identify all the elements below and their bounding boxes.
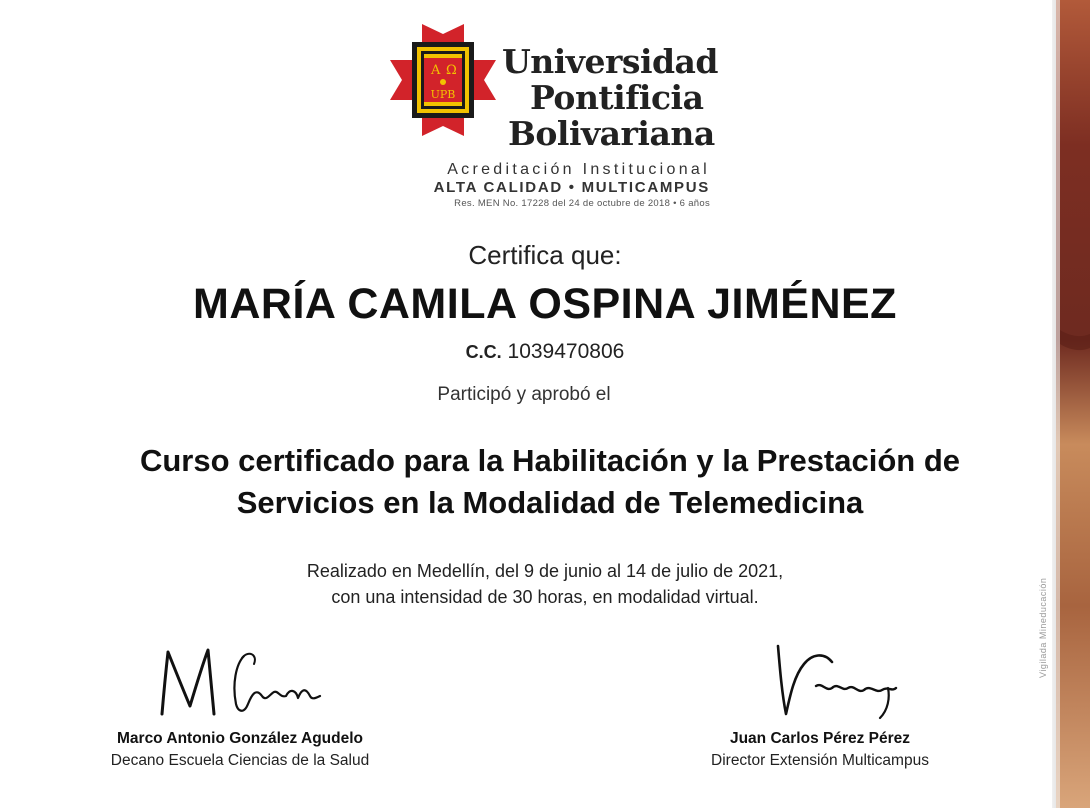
- vigilada-side-text: Vigilada Mineducación: [1038, 577, 1048, 678]
- accreditation-block: [390, 160, 710, 211]
- course-title-line: Servicios en la Modalidad de Telemedicina: [236, 485, 864, 520]
- course-details: [0, 558, 1090, 610]
- signature-block-right: [660, 640, 980, 772]
- certifies-heading: Certifica que:: [468, 240, 622, 270]
- signatory-name: Juan Carlos Pérez Pérez: [729, 730, 911, 747]
- course-title: [0, 440, 1090, 524]
- handwritten-signature-left: [140, 640, 340, 722]
- id-label: C.C.: [465, 342, 502, 362]
- recipient-name: MARÍA CAMILA OSPINA JIMÉNEZ: [193, 280, 897, 328]
- logo-alpha: Α: [431, 63, 441, 78]
- accreditation-level: ALTA CALIDAD • MULTICAMPUS: [433, 179, 710, 196]
- course-details-line: Realizado en Medellín, del 9 de junio al 14 de julio de 2021,: [306, 561, 784, 581]
- handwritten-signature-right: [720, 640, 920, 722]
- signatory-role: Decano Escuela Ciencias de la Salud: [110, 752, 370, 769]
- upb-shield-icon: [390, 24, 496, 136]
- university-name: [502, 44, 718, 152]
- signature-block-left: [80, 640, 400, 772]
- university-name-line: Pontificia: [530, 78, 704, 117]
- logo-omega: Ω: [446, 63, 457, 78]
- university-logo: [390, 24, 720, 153]
- signatory-role: Director Extensión Multicampus: [711, 752, 929, 769]
- accreditation-resolution: Res. MEN No. 17228 del 24 de octubre de 2018 • 6 años: [454, 198, 710, 209]
- decorative-edge-band: [1056, 0, 1090, 808]
- course-title-line: Curso certificado para la Habilitación y la Prestación de: [139, 443, 961, 478]
- id-number: 1039470806: [507, 340, 625, 363]
- university-name-line: Universidad: [502, 42, 719, 81]
- signatory-name: Marco Antonio González Agudelo: [117, 730, 363, 747]
- logo-monogram: UPB: [430, 88, 456, 101]
- recipient-id: [0, 340, 1090, 364]
- university-name-line: Bolivariana: [508, 114, 715, 153]
- accreditation-title: Acreditación Institucional: [447, 161, 710, 178]
- participation-text: Participó y aprobó el: [437, 384, 611, 405]
- course-details-line: con una intensidad de 30 horas, en modalidad virtual.: [331, 587, 759, 607]
